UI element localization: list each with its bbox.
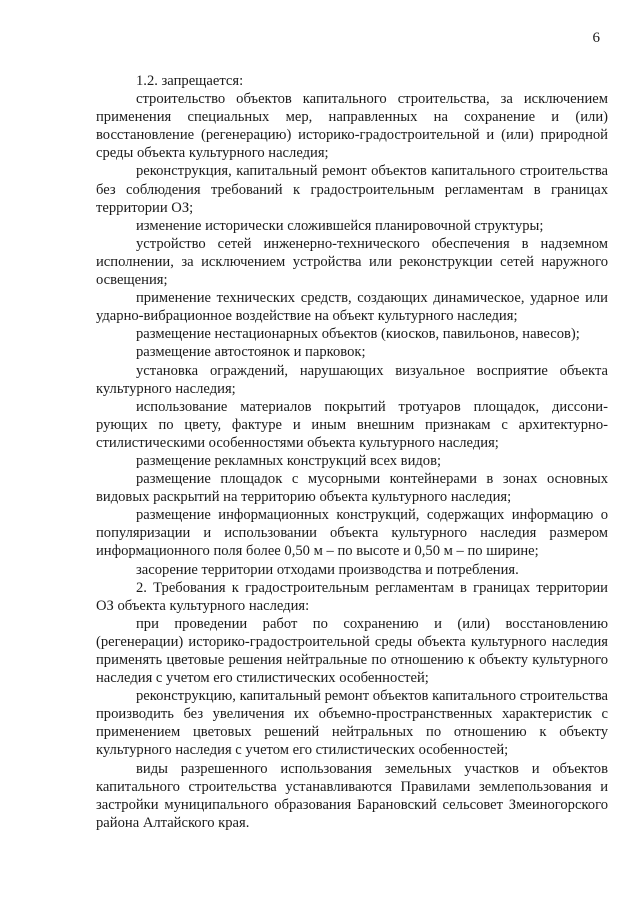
- paragraph: размещение нестационарных объектов (киосков, павильонов, навесов);: [136, 326, 580, 343]
- paragraph: применение технических средств, создающих динамическое, ударное или ударно-вибрационное воздействие на объект культурного наследия;: [96, 290, 608, 325]
- paragraph: при проведении работ по сохранению и (или) восстановлению (регенерации) историко-градостроительной среды объекта культурного наследия применять цветовые решения нейтральные по отношению к объекту культурного наследия с учетом его стилистических особенностей;: [96, 615, 608, 687]
- paragraph: засорение территории отходами производства и потребления.: [136, 561, 519, 578]
- paragraph: устройство сетей инженерно-технического обеспечения в надземном исполнении, за исключением устройства или реконструкции сетей наружного освещения;: [96, 235, 608, 289]
- paragraph: строительство объектов капитального строительства, за исключением применения специальных мер, направленных на сохранение и (или) восстановление (регенерацию) историко-градостроительной и (или) природной среды объекта культурного наследия;: [96, 91, 608, 162]
- paragraph: реконструкция, капитальный ремонт объектов капитального строительства без соблюдения требований к градостроительным регламентам в границах территории ОЗ;: [96, 163, 608, 216]
- paragraph: виды разрешенного использования земельных участков и объектов капитального строительства устанавливаются Правилами землепользования и застройки муниципального образования Барановский сельсовет Змеиногорского района Алтайского края.: [96, 760, 608, 831]
- paragraph: размещение автостоянок и парковок;: [136, 344, 366, 361]
- page-number: 6: [592, 30, 600, 46]
- paragraph: размещение рекламных конструкций всех видов;: [136, 452, 442, 469]
- paragraph: изменение исторически сложившейся планировочной структуры;: [136, 217, 544, 234]
- paragraph: использование материалов покрытий тротуаров площадок, диссонирующих по цвету, фактуре и иным внешним признакам с архитектурно-стилистическими особенностями объекта культурного наследия;: [96, 398, 608, 451]
- paragraph: 2. Требования к градостроительным регламентам в границах территории ОЗ объекта культурного наследия:: [96, 579, 608, 614]
- paragraph: размещение площадок с мусорными контейнерами в зонах основных видовых раскрытий на территорию объекта культурного наследия;: [96, 471, 608, 506]
- paragraph: 1.2. запрещается:: [136, 73, 244, 89]
- paragraph: реконструкцию, капитальный ремонт объектов капитального строительства производить без увеличения их объемно-пространственных характеристик с применением цветовых решений нейтральных по отношению к объекту культурного наследия с учетом его стилистических особенностей;: [96, 688, 608, 759]
- document-body: [96, 72, 608, 832]
- paragraph: размещение информационных конструкций, содержащих информацию о популяризации и использовании объекта культурного наследия размером информационного поля более 0,50 м – по высоте и 0,50 м – по ширине;: [96, 507, 608, 560]
- paragraph: установка ограждений, нарушающих визуальное восприятие объекта культурного наследия;: [96, 362, 608, 397]
